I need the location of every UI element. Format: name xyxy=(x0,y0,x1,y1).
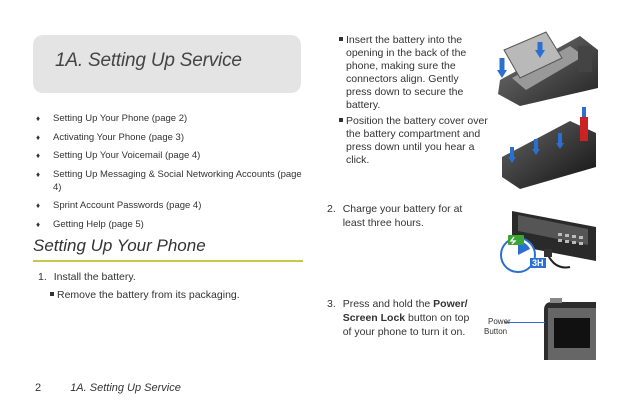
battery-insert-illustration xyxy=(480,28,602,106)
power-leader-line xyxy=(505,322,545,323)
step-2 xyxy=(327,202,477,230)
power-label: Button xyxy=(484,327,508,336)
toc-list xyxy=(36,112,306,236)
page-number: 2 xyxy=(35,382,42,394)
step-1-bullet-2: Insert the battery into the opening in the back of the phone, making sure the connectors align. Gently press down to secure the battery. xyxy=(339,34,476,112)
page-footer xyxy=(35,382,181,394)
step-number: 3. xyxy=(327,298,336,310)
section-title: 1A. Setting Up Service xyxy=(55,50,242,71)
step-text: Charge your battery for at least three hours. xyxy=(342,203,463,229)
battery-cover-illustration xyxy=(500,107,600,191)
charge-time-label: 3H xyxy=(532,258,544,268)
step-1-bullet-1: Remove the battery from its packaging. xyxy=(50,289,300,302)
toc-item: ♦ Activating Your Phone (page 3) xyxy=(36,131,184,143)
toc-item: ♦ Sprint Account Passwords (page 4) xyxy=(36,200,202,211)
power-label: Power xyxy=(488,317,511,326)
step-1-bullet-3: Position the battery cover over the battery compartment and press down until you hear a click. xyxy=(339,115,491,167)
toc-item: ♦ Setting Up Messaging & Social Networking Accounts (page 4) xyxy=(36,168,302,193)
step-text: Press and hold the Power/ Screen Lock button on top of your phone to turn it on. xyxy=(342,298,470,338)
section-heading: Setting Up Your Phone xyxy=(33,236,206,255)
step-text: Install the battery. xyxy=(53,271,136,283)
step-number: 2. xyxy=(327,203,336,215)
step-number: 1. xyxy=(38,271,47,283)
toc-item: ♦ Setting Up Your Phone (page 2) xyxy=(36,113,188,124)
toc-item: ♦ Getting Help (page 5) xyxy=(36,218,144,230)
step-3 xyxy=(327,297,487,339)
section-rule xyxy=(33,260,303,262)
footer-title: 1A. Setting Up Service xyxy=(70,382,181,394)
charging-illustration xyxy=(498,203,602,283)
toc-item: ♦ Setting Up Your Voicemail (page 4) xyxy=(36,150,201,161)
power-button-illustration xyxy=(538,298,602,360)
step-1 xyxy=(38,270,136,284)
